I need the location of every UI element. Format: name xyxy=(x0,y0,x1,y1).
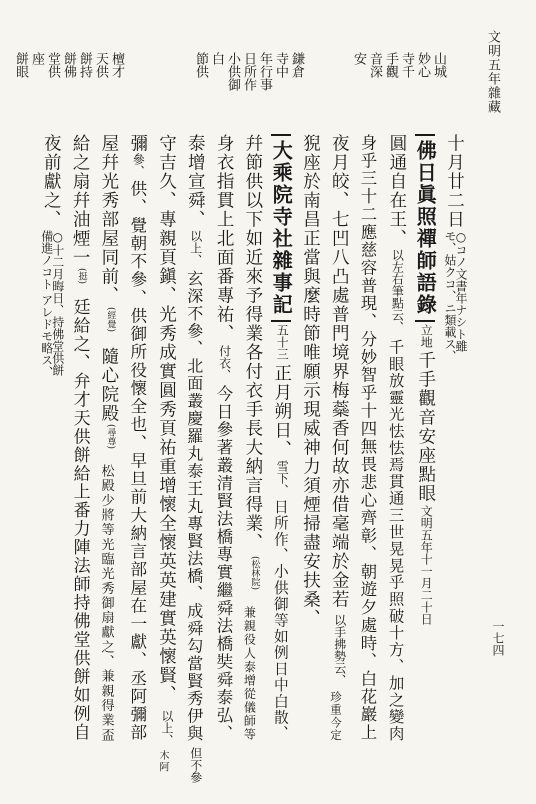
text-run: 松殿少將等光臨光秀御扇獻之、兼親得業盃 xyxy=(98,463,114,742)
annotation-run: ○十二月晦日、持佛堂供餅 xyxy=(50,230,65,376)
text-run: 守吉久、專親頁鎭、光秀成實圓秀頁祐重增懷全懷英英建實英懷賢、 xyxy=(156,134,177,704)
text-run: 正月朔日、 xyxy=(271,363,292,459)
text-run: 彌 xyxy=(127,134,148,153)
annotation-run: 以上、 xyxy=(160,710,174,746)
top-note-block xyxy=(194,52,303,91)
gloss-run: (挺) xyxy=(76,268,87,285)
annotation-run: 參、 xyxy=(131,153,146,178)
page-number: 一七四 xyxy=(491,620,505,656)
top-note-column: 鎌倉 xyxy=(289,52,304,78)
top-note-column: 餅眼 xyxy=(13,52,28,78)
text-run: 珍重今定 xyxy=(329,691,343,742)
top-note-column: 手觀 xyxy=(383,52,398,78)
top-note-column: 妙心 xyxy=(415,52,430,78)
annotation-run: 以上、 xyxy=(188,230,203,266)
gloss-run: (經覺) xyxy=(105,306,116,332)
text-run: 十月廿二日 xyxy=(444,134,465,229)
annotation-run: 備進ノコト アレドモ略ス、 xyxy=(39,230,54,378)
text-run: 千眼放靈光怯怯焉貫通三世晃晃乎照破十方、加之變肉 xyxy=(386,338,405,742)
top-note-column: 年行事 xyxy=(257,52,272,91)
gloss-run: (尋尊) xyxy=(105,423,116,449)
text-run: 給之扇幷油煙一 xyxy=(70,134,91,267)
text-run: 泰增宣舜、 xyxy=(185,134,206,229)
annotation-run: 雪下、 xyxy=(275,459,290,496)
top-note-column: 音深 xyxy=(367,52,382,78)
annotation-run: 立地 xyxy=(419,324,434,348)
text-run: 廷給之、弁才天供餅給上番力陣法師持佛堂供餅如例自 xyxy=(69,298,90,742)
text-run: 身衣指貫上北面番專祐、 xyxy=(214,134,235,343)
top-note-column: 座 xyxy=(29,52,44,65)
text-run: 木阿 xyxy=(157,749,168,773)
text-run: 夜月皎、七凹八凸處普門境界梅蘂香何故亦借毫端於金若 xyxy=(329,134,350,609)
top-note-column: 餅持 xyxy=(77,52,92,78)
text-run: 日所作、小供御等如例日中白散、 xyxy=(271,499,289,742)
text-run: 供、覺朝不參、供御所役懷全也、早旦前大納言部屋在一獻、丞阿彌部 xyxy=(127,180,147,742)
top-note-column: 堂供 xyxy=(45,52,60,78)
top-note-column: 日所作 xyxy=(241,52,256,91)
top-note-column: 節供 xyxy=(193,52,208,78)
text-run: 圓通自在王、 xyxy=(386,134,407,248)
text-run: 兼親役人泰增從儀師等 xyxy=(242,606,257,742)
text-run: 幷節供以下如近來予得業各付衣手長大納言得業、 xyxy=(242,134,263,552)
annotation-run: モ、姑クコ、ニ類載ス、 xyxy=(443,230,457,362)
text-run: 夜前獻之、 xyxy=(41,134,62,229)
top-note-column: 安 xyxy=(351,52,366,65)
text-run: 身乎三十二應慈容普現、分妙智乎十四無畏悲心齊彰、朝遊夕處時、白花巖上 xyxy=(357,134,377,742)
annotation-run: 以左右筆點云、 xyxy=(390,249,405,334)
source-title: 佛日眞照禪師語錄 xyxy=(415,134,435,322)
text-run: 猊座於南昌正當與麼時節唯願示現威神力須煙掃盡安扶桑、 xyxy=(300,134,321,628)
top-note-column: 檀才 xyxy=(109,52,124,78)
top-note-column: 小供御 xyxy=(225,52,240,91)
annotation-run: 但不參 xyxy=(188,747,203,784)
annotation-run: 五十三 xyxy=(275,324,290,360)
top-note-block xyxy=(352,52,445,78)
gloss-run: (松林院) xyxy=(249,556,260,591)
text-run: 玄深不參、北面叢慶羅丸泰王丸專賢法橋、成舜勾當賢秀伊與 xyxy=(184,269,204,742)
text-run: 隨心院殿 xyxy=(98,346,119,423)
text-run: 屋幷光秀部屋同前、 xyxy=(98,134,119,305)
annotation-run: ○コノ文書年ナシト雖 xyxy=(454,230,468,352)
top-note-column: 餅佛 xyxy=(61,52,76,78)
annotation-run: 付衣、 xyxy=(217,345,232,382)
running-title: 文明五年雜藏 xyxy=(485,30,500,114)
top-note-column: 山城 xyxy=(431,52,446,78)
top-note-column: 寺千 xyxy=(399,52,414,78)
top-note-column: 天供 xyxy=(93,52,108,78)
top-note-column: 寺中 xyxy=(273,52,288,78)
annotation-run: 以手拂勢云、 xyxy=(332,614,347,686)
top-note-block xyxy=(14,52,123,78)
header-rule xyxy=(40,126,470,127)
source-title: 大乘院寺社雜事記 xyxy=(271,134,291,322)
top-note-column: 白 xyxy=(209,52,224,65)
annotation-run: 文明五年十一月二十日 xyxy=(419,504,434,625)
text-run: 今日參著叢清賢法橋專實繼舜法橋奘舜泰弘、 xyxy=(213,384,233,743)
text-run: 千手觀音安座點眼 xyxy=(415,351,436,503)
